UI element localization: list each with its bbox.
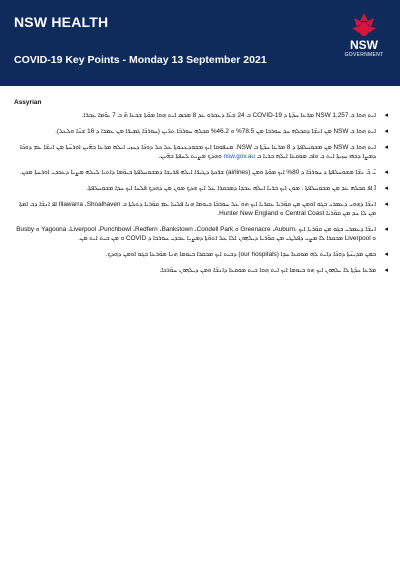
document-header [0, 0, 400, 86]
list-item [14, 225, 388, 243]
bullet-arrow-icon: ◂ [384, 169, 388, 176]
bullet-arrow-icon: ◂ [384, 144, 388, 151]
key-point-text: ܒܡܢ ܡܕܝܢ̈ܬܐ ܕܘܟ̈ܐ ܕܐܝܬ ܠܗ ܡܘܩܥܐ ܚܕܐ (our hospitals) ܕܒܝܬ ܐܝܟ ܡܒܩܪܐ ܒܝܘܡܐ ܗܢܐ ܡܘ̈ܪܥܐ ܒܓܘ ܐܘܡܢ ܕܗܕܟ. [105, 251, 376, 258]
bullet-arrow-icon: ◂ [384, 226, 388, 233]
bullet-arrow-icon: ◂ [384, 128, 388, 135]
list-item [14, 168, 388, 177]
waratah-icon [350, 12, 378, 38]
list-item [14, 200, 388, 218]
logo-sub: GOVERNMENT [344, 52, 384, 58]
key-point-text: ܐܝܬ ܗܘܐ ܒ NSW ܡܢ ܡܫܘܚܠܦܬܐ ܕ 8 ܡܪ̈ܥܐ ܚܕ̈ܬܐ ܒ NSW. ܡܢܦܘܩܐ ܐܝܟ ܡܫܘܕܥܢܘܬܐ ܥܠ ܟܠ ܕܘܟ̈ܐ ܕܚܙܝ ܐܝܠܗ ܡܪܥܐ ܒܗ̈ܝܢ ܐܘܪܚ̈ܬܐ ܡܢ ܐܢܫ̈ܐ ܥܡ ܕܘܟ̈ܐ ܕܡܨܐ ܕܒܗܝ ܚܙܝܬܐ ܐܝܬ ܒ ܘܐܒ ܡܘܩܥܐ ܐܝܠܗ ܒܪܝܐ ܒ nsw.gov.au ܘܗܕܟ ܡܨܝܬ ܠܚܦܬܐ ܒܗ̈ܝܢ. [19, 144, 376, 160]
bullet-arrow-icon: ◂ [384, 251, 388, 258]
key-points-list [14, 111, 388, 282]
website-link[interactable]: nsw.gov.au [223, 153, 255, 160]
key-point-text: ܐܝܬ ܗܘܐ ܒ NSW ܡܢ ܐܢܫ̈ܐ ܕܩܒܠܗ ܚܕ ܚܘܪܒܐ ܡܢ 78.5% ܘ 46.2% ܩܒܠܗ ܚܘܪܒ̈ܐ ܬܪ̈ܝܢ (ܚܘܪܒ̈ܐ ܓܡܝܪ̈ܐ ܡܢ ܥܡܪܐ ܕ 16 ܫܢ̈ܐ ܘܠܥܠ). [55, 128, 376, 135]
bullet-arrow-icon: ◂ [384, 112, 388, 119]
key-point-text: ܐܢܫ̈ܐ ܕܗܘܝ ܕܥܡܪܝ ܒܓܘ ܐܘܡܢ ܡܢ ܩܘ̈ܪܝܐ ܥܩܪ̈ܝܐ ܐܝܟ ܗܘ ܥܠ ܚܘܪܒ̈ܐ ܒܝܘܡܐ ܗܢܐ ܦܠܚܐ ܥܡ ܩܘ̈ܪܝܐ ܕܬܠܬܐ ܒ Illawarra ،Shoalhaven ܐܦ ܐܢܫ̈ܐ ܕܒ ܐܡܬܐ ܡܢ ܠܐ ܚܕ ܡܢ ܩܘ̈ܪܝܐ Central Coast ܘ Hunter New England. [19, 201, 376, 217]
bullet-arrow-icon: ◂ [384, 201, 388, 208]
list-item [14, 111, 388, 120]
list-item [14, 266, 388, 275]
bullet-arrow-icon: ◂ [384, 267, 388, 274]
key-point-text: ܐܢܫ̈ܐ ܕܥܡܪܝ ܒܓܘ ܡܢ ܩܘ̈ܪܝܐ ܐܝܟ ،Greenacre ،Auburn ܘ Yagoona ،Liverpool ،Punchbowl ،Redfern ،Bankstown ،Condell Park ܘ Busby ܘ Liverpool ܡܒܩܪܐ ܠܐ ܡܨܝ ܕܦܠܛܝ ܡܢ ܩܘ̈ܪܝܐ ܕܝܠܗܘܢ ܐܠܐ ܥܠ ܐܬܘ̈ܬܐ ܕܡܨܝܐ ܥܒܕܝ ܚܘܪܒܐ ܕ COVID ܘ ܡܢ ܒܝܬ ܐܝܬ ܡܢ. [16, 226, 376, 242]
key-point-text: ܡܪ̈ܥܐ ܚܕ̈ܬܐ ܠܐ ܝܠܗܘܢ ܐܝܟ ܗܘ ܒܝܘܡܐ ܐܝܟ ܐܝܬ ܗܘܐ ܒܝܬ ܡܘܩܥܐ ܕܐܢܫ̈ܐ ܘܡܢ ܕܝܠܗܘܢ ܚܘ̈ܪܒܐ. [159, 267, 376, 274]
key-point-text: ܐܝܬ ܗܘܐ ܒ NSW 1,257 ܡܪ̈ܥܐ ܚܕ̈ܬܐ ܕ COVID-19 ܒ 24 ܫܥ̈ܐ ܕܥܒܪܘ ܥܕ 8 ܡܒܣ ܐܝܬ ܗܘܐ ܡܘ̈ܬܐ ܫܒܥܐ ܗ̄ ܒ 7 ܝܘ̈ܡܐ ܥܒܪ̈ܐ. [81, 112, 376, 119]
bullet-arrow-icon: ◂ [384, 185, 388, 192]
key-point-text: ܐ̄ ܐܦ ܩܒܠܗ ܥܕ ܡܢ ܡܫܘܚܠܦܬܐ . ܡܘܢ ܐܝܟ ܒܪܝܐ ܐܝܠܗ ܥܒܕܐ ܕܡܒܩܪܐ ܥܠ ܐܝܟ ܗܕܟ ܡܘܢ ܡܢ ܕܗܕܟ ܦܠܚܐ ܐܝܟ ܚܕܐ ܡܫܘܚܠܦܬܐ. [86, 185, 376, 192]
list-item [14, 184, 388, 193]
list-item [14, 250, 388, 259]
key-point-text: ܝ̄ ܒ̄ ܢܫ̈ܐ ܡܫܘܚܠܦܬܐ ܕ ܚܘܪܒ̈ܐ ܕ 80% ܐܝܟ ܡܘ̈ܬܐ ܘܡܢ (airlines) ܫܪ̈ܟܬܐ ܕܛܝܪ̈ܐ ܐܝܠܗ ܦܪܝܫܐ ܕܡܫܘܚܠܦܬܐ ܒܝܘ̈ܡܐ ܕܐܬܝܐ ܠܝܠܗ ܡܨܝܐ ܕܥܒܕܝ ܐܘܪܚܬܐ ܡܟܢ. [19, 169, 376, 176]
logo-word: NSW [350, 38, 378, 52]
list-item [14, 143, 388, 161]
language-label: Assyrian [14, 99, 42, 106]
page-title: NSW HEALTH [14, 14, 109, 30]
list-item [14, 127, 388, 136]
nsw-government-logo [340, 12, 388, 74]
page-subtitle: COVID-19 Key Points - Monday 13 September 2021 [14, 54, 267, 66]
